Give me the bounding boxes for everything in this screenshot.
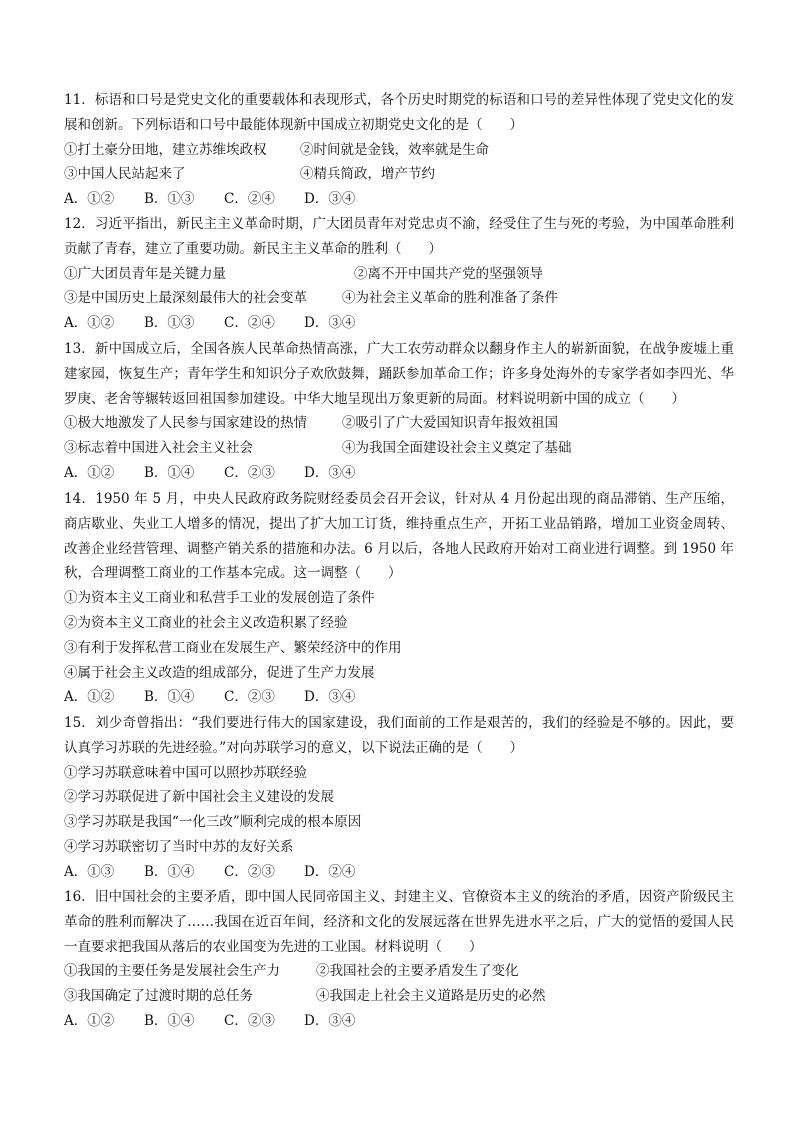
question-15 [64, 711, 734, 885]
option-3: ③是中国历史上最深刻最伟大的社会变革 [64, 290, 307, 307]
option-4: ④为我国全面建设社会主义奠定了基础 [342, 440, 572, 457]
question-stem: 13．新中国成立后，全国各族人民革命热情高涨，广大工农劳动群众以翻身作主人的崭新面貌，在战争废墟上重建家园，恢复生产；青年学生和知识分子欢欣鼓舞，踊跃参加革命工作；许多身处海外的专家学者如李四光、华罗庚、老舍等辗转返回祖国参加建设。中华大地呈现出万象更新的局面。材料说明新中国的成立（ ） [64, 341, 734, 407]
question-stem: 15．刘少奇曾指出：“我们要进行伟大的国家建设，我们面前的工作是艰苦的，我们的经验是不够的。因此，要认真学习苏联的先进经验。”对向苏联学习的意义，以下说法正确的是（ ） [64, 715, 734, 756]
answer-a: A．①② [64, 315, 115, 332]
answer-b: B．①④ [144, 863, 195, 880]
answer-a: A．①② [64, 464, 115, 481]
option-4: ④精兵简政，增产节约 [300, 166, 435, 183]
answer-b: B．①④ [144, 1012, 195, 1029]
question-stem: 11．标语和口号是党史文化的重要载体和表现形式，各个历史时期党的标语和口号的差异性体现了党史文化的发展和创新。下列标语和口号中最能体现新中国成立初期党史文化的是（ ） [64, 92, 734, 133]
option-1: ①极大地激发了人民参与国家建设的热情 [64, 415, 307, 432]
option-row [64, 162, 734, 187]
option-4: ④属于社会主义改造的组成部分，促进了生产力发展 [64, 664, 375, 681]
option-2: ②离不开中国共产党的坚强领导 [354, 265, 543, 282]
answer-c: C．②④ [224, 315, 275, 332]
option-2: ②时间就是金钱，效率就是生命 [300, 141, 489, 158]
option-row [64, 286, 734, 311]
answer-c: C．②③ [224, 464, 275, 481]
option-3: ③标志着中国进入社会主义社会 [64, 440, 253, 457]
answer-c: C．②③ [224, 863, 275, 880]
answer-c: C．②④ [224, 191, 275, 208]
answer-choices [64, 187, 734, 212]
question-stem: 16．旧中国社会的主要矛盾，即中国人民同帝国主义、封建主义、官僚资本主义的统治的矛盾，因资产阶级民主革命的胜利而解决了……我国在近百年间，经济和文化的发展远落在世界先进水平之后，广大的觉悟的爱国人民一直要求把我国从落后的农业国变为先进的工业国。材料说明（ ） [64, 889, 734, 955]
answer-a: A．①② [64, 689, 115, 706]
answer-b: B．①④ [144, 464, 195, 481]
answer-c: C．②③ [224, 1012, 275, 1029]
question-16 [64, 885, 734, 1034]
option-row [64, 959, 734, 984]
option-row [64, 984, 734, 1009]
question-12 [64, 212, 734, 336]
option-2: ②学习苏联促进了新中国社会主义建设的发展 [64, 789, 334, 806]
answer-b: B．①④ [144, 689, 195, 706]
option-1: ①我国的主要任务是发展社会生产力 [64, 963, 280, 980]
question-13 [64, 337, 734, 486]
option-4: ④学习苏联密切了当时中苏的友好关系 [64, 838, 294, 855]
option-4: ④为社会主义革命的胜利准备了条件 [342, 290, 558, 307]
option-1: ①为资本主义工商业和私营手工业的发展创造了条件 [64, 590, 375, 607]
option-row [64, 262, 734, 287]
answer-choices [64, 860, 734, 885]
option-2: ②我国社会的主要矛盾发生了变化 [316, 963, 519, 980]
question-11 [64, 88, 734, 212]
option-2: ②吸引了广大爱国知识青年报效祖国 [342, 415, 558, 432]
answer-choices [64, 311, 734, 336]
question-stem: 12．习近平指出，新民主主义革命时期，广大团员青年对党忠贞不渝，经受住了生与死的考验，为中国革命胜利贡献了青春，建立了重要功勋。新民主主义革命的胜利（ ） [64, 216, 734, 257]
option-1: ①打土豪分田地，建立苏维埃政权 [64, 141, 267, 158]
answer-d: D．③④ [304, 689, 356, 706]
option-1: ①广大团员青年是关键力量 [64, 265, 226, 282]
answer-a: A．①② [64, 191, 115, 208]
option-4: ④我国走上社会主义道路是历史的必然 [316, 988, 546, 1005]
option-1: ①学习苏联意味着中国可以照抄苏联经验 [64, 764, 307, 781]
option-3: ③有利于发挥私营工商业在发展生产、繁荣经济中的作用 [64, 639, 402, 656]
option-row [64, 411, 734, 436]
answer-b: B．①③ [144, 315, 195, 332]
answer-choices [64, 461, 734, 486]
question-14 [64, 487, 734, 710]
answer-d: D．③④ [304, 464, 356, 481]
answer-a: A．①③ [64, 863, 115, 880]
option-row [64, 436, 734, 461]
option-2: ②为资本主义工商业的社会主义改造积累了经验 [64, 614, 348, 631]
question-stem: 14．1950 年 5 月，中央人民政府政务院财经委员会召开会议，针对从 4 月份起出现的商品滞销、生产压缩，商店歇业、失业工人增多的情况，提出了扩大加工订货，维持重点生产，开拓工业品销路，增加工业资金周转、改善企业经营管理、调整产销关系的措施和办法。6 月以后，各地人民政府开始对工商业进行调整。到 1950 年秋，合理调整工商业的工作基本完成。这一调整（ ） [64, 491, 734, 582]
answer-a: A．①② [64, 1012, 115, 1029]
option-3: ③学习苏联是我国“一化三改”顺利完成的根本原因 [64, 814, 362, 831]
answer-c: C．②③ [224, 689, 275, 706]
answer-choices [64, 685, 734, 710]
option-row [64, 138, 734, 163]
answer-d: D．③④ [304, 1012, 356, 1029]
answer-d: D．②④ [304, 863, 356, 880]
answer-choices [64, 1009, 734, 1034]
answer-b: B．①③ [144, 191, 195, 208]
answer-d: D．③④ [304, 191, 356, 208]
option-3: ③我国确定了过渡时期的总任务 [64, 988, 253, 1005]
option-3: ③中国人民站起来了 [64, 166, 186, 183]
answer-d: D．③④ [304, 315, 356, 332]
